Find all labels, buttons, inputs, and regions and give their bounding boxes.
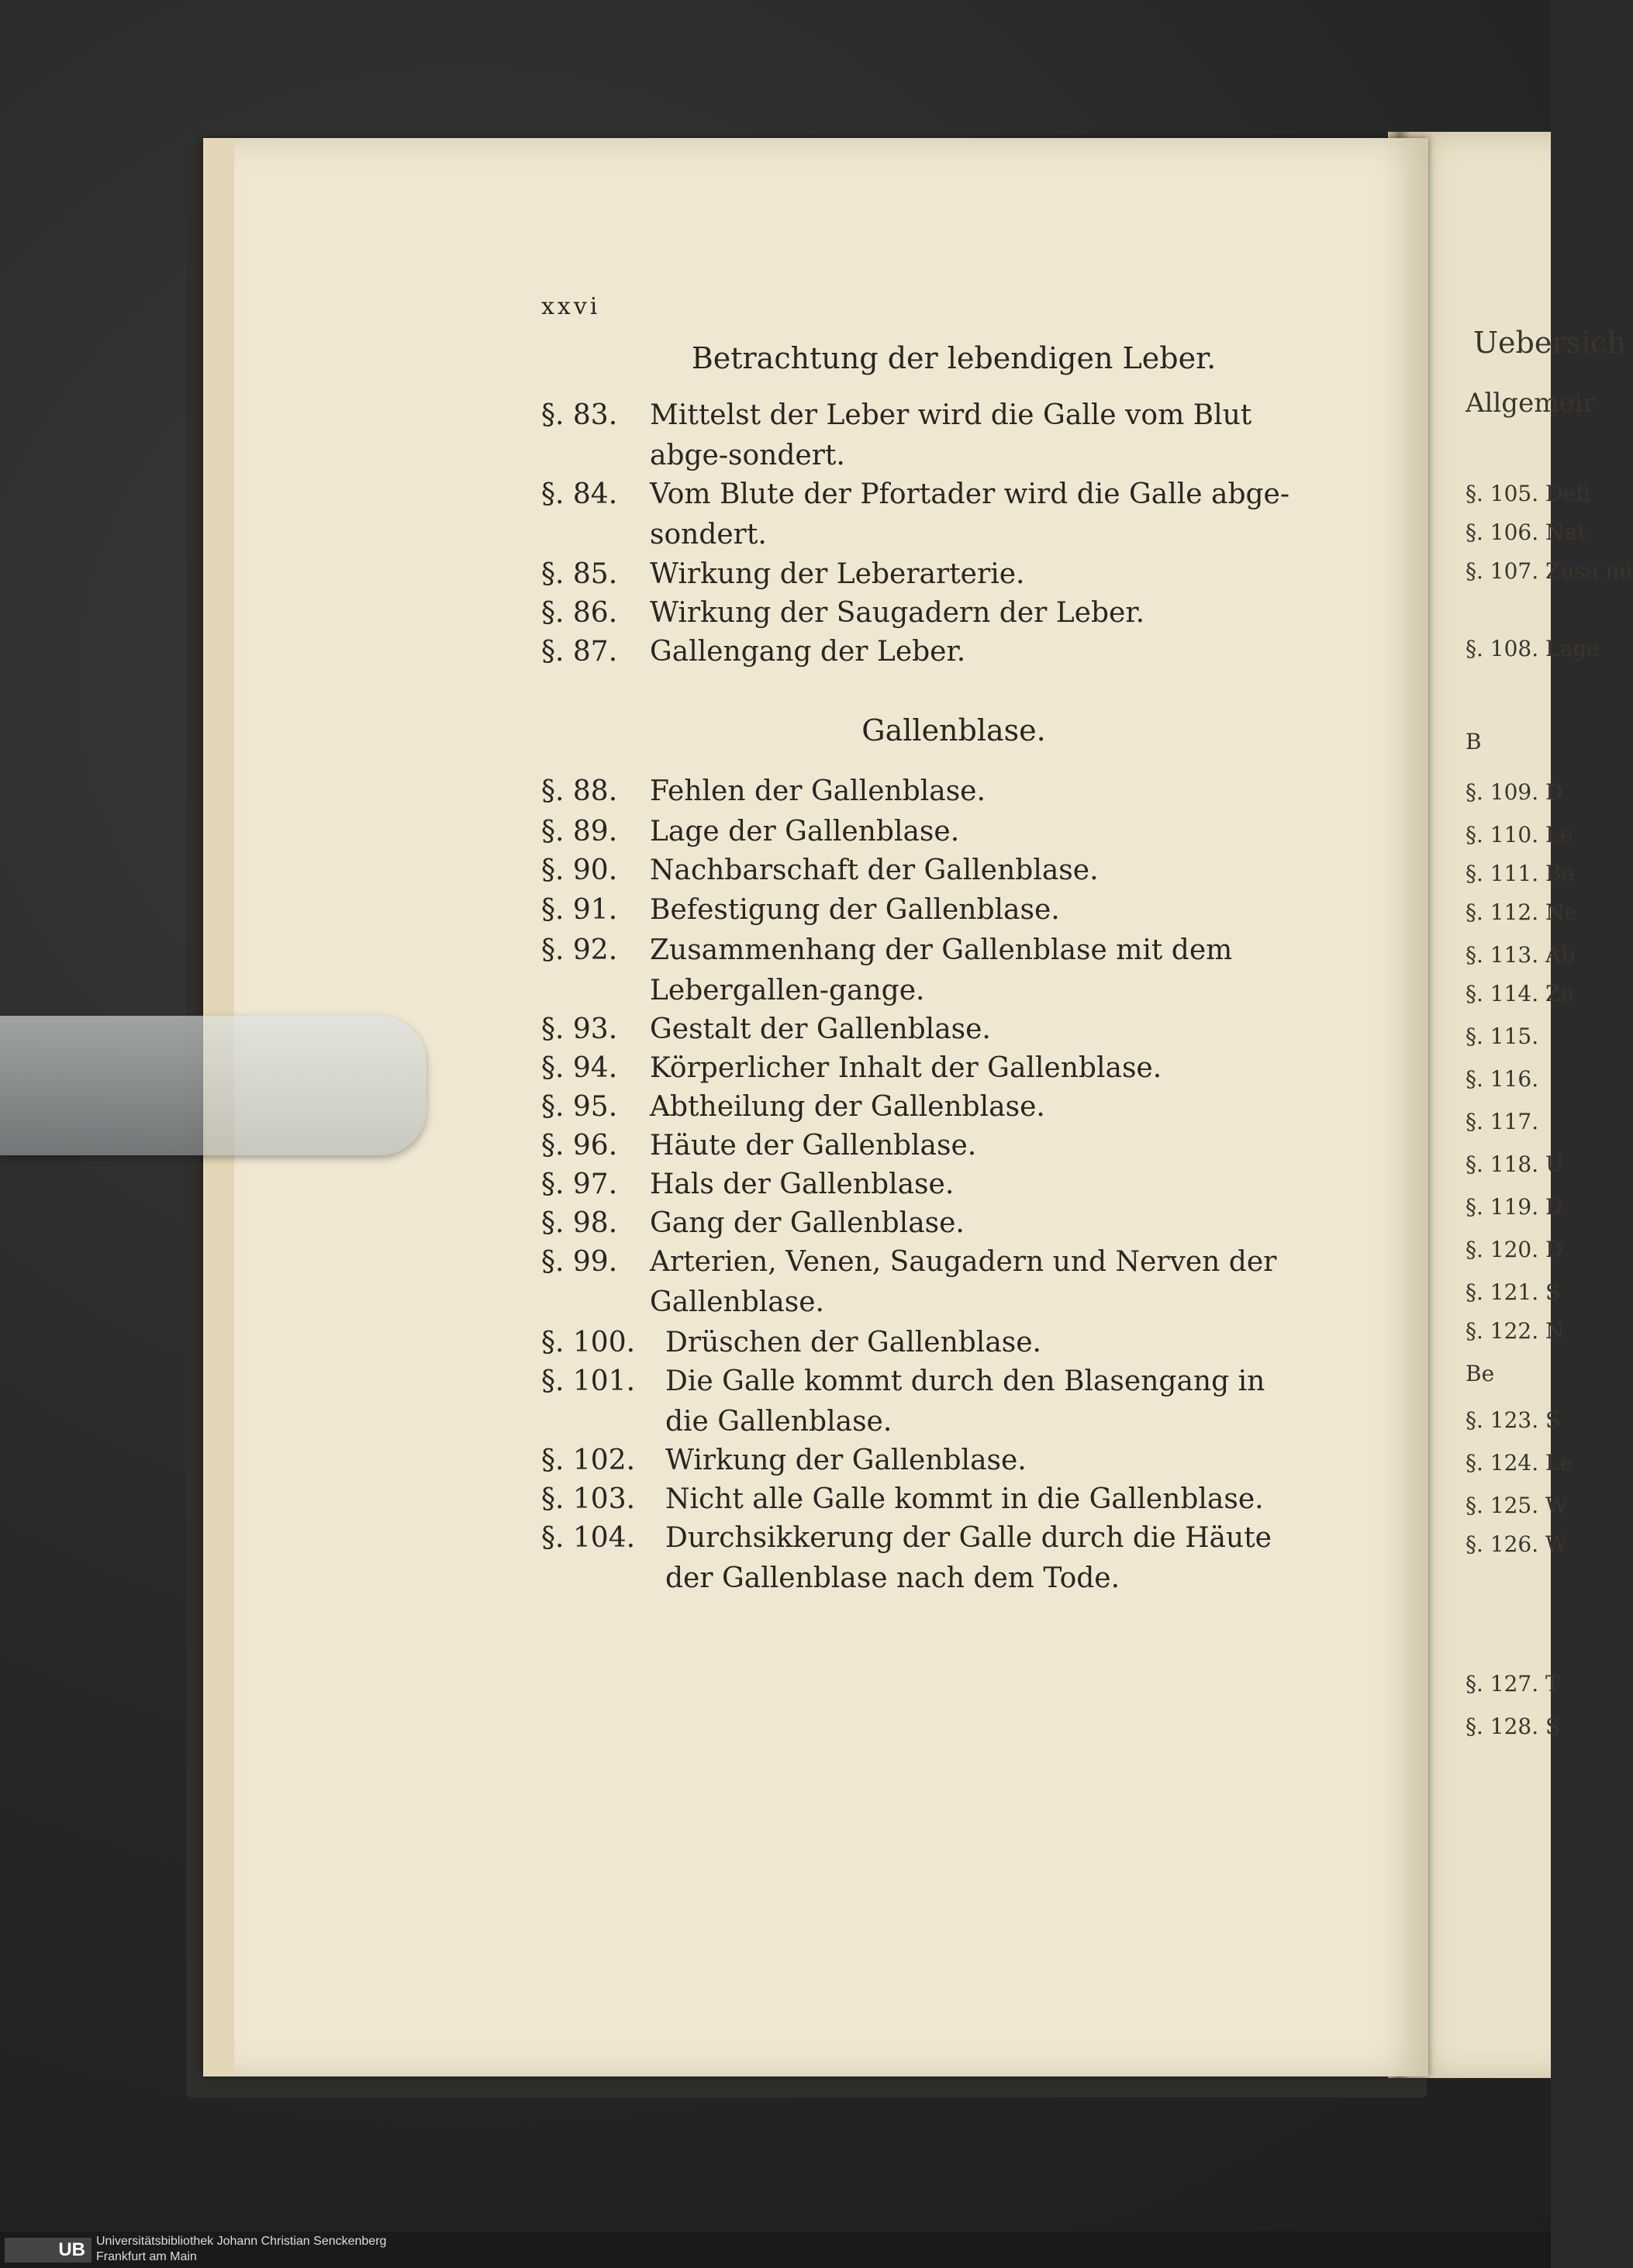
section-title: Arterien, Venen, Saugadern und Nerven der Gallenblase. xyxy=(650,1246,1277,1318)
section-heading-liver: Betrachtung der lebendigen Leber. xyxy=(691,341,1217,375)
section-number: §. 88. xyxy=(541,775,618,807)
right-page-line: §. 120. D xyxy=(1466,1237,1563,1262)
section-title: Mittelst der Leber wird die Galle vom Blut abge-sondert. xyxy=(650,399,1252,471)
section-number: §. 84. xyxy=(541,478,618,510)
section-number: §. 90. xyxy=(541,854,618,886)
right-page-line: §. 125. W xyxy=(1466,1493,1568,1518)
library-location: Frankfurt am Main xyxy=(96,2250,197,2263)
right-page-line: §. 109. D xyxy=(1466,779,1563,805)
section-title: Nachbarschaft der Gallenblase. xyxy=(650,854,1099,886)
toc-entry xyxy=(541,1362,1301,1442)
section-number: §. 93. xyxy=(541,1013,618,1045)
toc-entry xyxy=(541,1126,1301,1166)
section-number: §. 94. xyxy=(541,1052,618,1084)
section-title: Körperlicher Inhalt der Gallenblase. xyxy=(650,1052,1162,1084)
section-number: §. 99. xyxy=(541,1246,618,1278)
right-page-line: §. 121. S xyxy=(1466,1279,1561,1305)
toc-entry xyxy=(541,475,1301,555)
section-title: Wirkung der Saugadern der Leber. xyxy=(650,597,1145,629)
right-page-line: §. 128. S xyxy=(1466,1714,1561,1739)
right-page-subheading: Allgemeir xyxy=(1466,388,1596,419)
toc-entry xyxy=(541,1048,1301,1089)
toc-entry xyxy=(541,1010,1301,1050)
right-page-line: B xyxy=(1466,729,1482,754)
toc-entry xyxy=(541,1242,1301,1323)
section-title: Gallengang der Leber. xyxy=(650,636,966,668)
section-title: Gestalt der Gallenblase. xyxy=(650,1013,991,1045)
toc-entry xyxy=(541,1087,1301,1127)
section-number: §. 102. xyxy=(541,1445,636,1476)
right-page-line: §. 107. Zusa mi xyxy=(1466,558,1633,584)
section-title: Wirkung der Leberarterie. xyxy=(650,558,1025,590)
toc-entry xyxy=(541,1479,1301,1520)
section-title: Abtheilung der Gallenblase. xyxy=(650,1091,1045,1123)
section-title: Lage der Gallenblase. xyxy=(650,816,960,847)
right-page-line: Be xyxy=(1466,1361,1495,1386)
section-title: Fehlen der Gallenblase. xyxy=(650,775,986,807)
section-title: Hals der Gallenblase. xyxy=(650,1169,955,1200)
section-number: §. 103. xyxy=(541,1483,636,1515)
section-number: §. 95. xyxy=(541,1091,618,1123)
section-number: §. 98. xyxy=(541,1207,618,1239)
section-number: §. 85. xyxy=(541,558,618,590)
section-title: Vom Blute der Pfortader wird die Galle abge-sondert. xyxy=(650,478,1290,551)
toc-entry xyxy=(541,890,1301,930)
toc-entry xyxy=(541,1441,1301,1481)
right-page-line: §. 108. Lage xyxy=(1466,636,1600,661)
right-page-line: §. 122. N xyxy=(1466,1318,1565,1344)
toc-entry xyxy=(541,1518,1301,1599)
toc-entry xyxy=(541,1165,1301,1205)
library-logo: UB xyxy=(5,2238,91,2263)
toc-entry xyxy=(541,772,1301,812)
section-title: Gang der Gallenblase. xyxy=(650,1207,965,1239)
right-page-line: §. 124. Le xyxy=(1466,1450,1573,1476)
right-page-line: §. 118. U xyxy=(1466,1151,1564,1177)
toc-entry xyxy=(541,593,1301,633)
right-page-line: §. 119. D xyxy=(1466,1194,1563,1220)
toc-entry xyxy=(541,930,1301,1011)
section-number: §. 101. xyxy=(541,1365,636,1397)
right-page-line: §. 114. Zu xyxy=(1466,981,1575,1006)
toc-entry xyxy=(541,554,1301,595)
section-heading-gallbladder: Gallenblase. xyxy=(861,713,1046,747)
footer-bar xyxy=(0,2232,1551,2268)
page-number: xxvi xyxy=(541,293,601,320)
section-title: Befestigung der Gallenblase. xyxy=(650,894,1060,926)
section-title: Die Galle kommt durch den Blasengang in die Gallenblase. xyxy=(665,1365,1265,1438)
section-title: Drüschen der Gallenblase. xyxy=(665,1327,1041,1358)
right-page-line: §. 115. xyxy=(1466,1024,1539,1049)
right-page-line: §. 112. Ne xyxy=(1466,899,1578,925)
right-page-line: §. 113. Ab xyxy=(1466,942,1576,968)
right-page-line: §. 111. Be xyxy=(1466,861,1575,886)
right-page-line: §. 110. Le xyxy=(1466,822,1573,847)
toc-entry xyxy=(541,1203,1301,1244)
section-title: Durchsikkerung der Galle durch die Häute der Gallenblase nach dem Tode. xyxy=(665,1522,1272,1594)
section-number: §. 104. xyxy=(541,1522,636,1554)
glass-pointer xyxy=(0,1016,426,1155)
section-title: Zusammenhang der Gallenblase mit dem Lebergallen-gange. xyxy=(650,934,1233,1006)
toc-entry xyxy=(541,1323,1301,1363)
section-number: §. 87. xyxy=(541,636,618,668)
section-number: §. 100. xyxy=(541,1327,636,1358)
right-page-line: §. 116. xyxy=(1466,1066,1539,1092)
section-number: §. 91. xyxy=(541,894,618,926)
right-page-line: §. 106. Nat xyxy=(1466,520,1586,545)
right-page-line: §. 117. xyxy=(1466,1109,1539,1134)
section-number: §. 86. xyxy=(541,597,618,629)
library-name: Universitätsbibliothek Johann Christian Senckenberg xyxy=(96,2235,387,2248)
right-page-line: §. 127. T xyxy=(1466,1671,1560,1697)
right-page-line: §. 105. Defi xyxy=(1466,481,1590,506)
toc-entry xyxy=(541,812,1301,852)
toc-entry xyxy=(541,632,1301,672)
section-number: §. 96. xyxy=(541,1130,618,1162)
toc-entry xyxy=(541,395,1301,476)
toc-entry xyxy=(541,851,1301,891)
section-number: §. 89. xyxy=(541,816,618,847)
right-page-line: §. 126. W xyxy=(1466,1531,1568,1557)
section-title: Nicht alle Galle kommt in die Gallenblase. xyxy=(665,1483,1264,1515)
right-page-heading: Uebersich xyxy=(1473,326,1626,360)
section-number: §. 92. xyxy=(541,934,618,966)
section-number: §. 97. xyxy=(541,1169,618,1200)
section-title: Häute der Gallenblase. xyxy=(650,1130,977,1162)
section-number: §. 83. xyxy=(541,399,618,431)
right-page-line: §. 123. S xyxy=(1466,1407,1561,1433)
section-title: Wirkung der Gallenblase. xyxy=(665,1445,1027,1476)
